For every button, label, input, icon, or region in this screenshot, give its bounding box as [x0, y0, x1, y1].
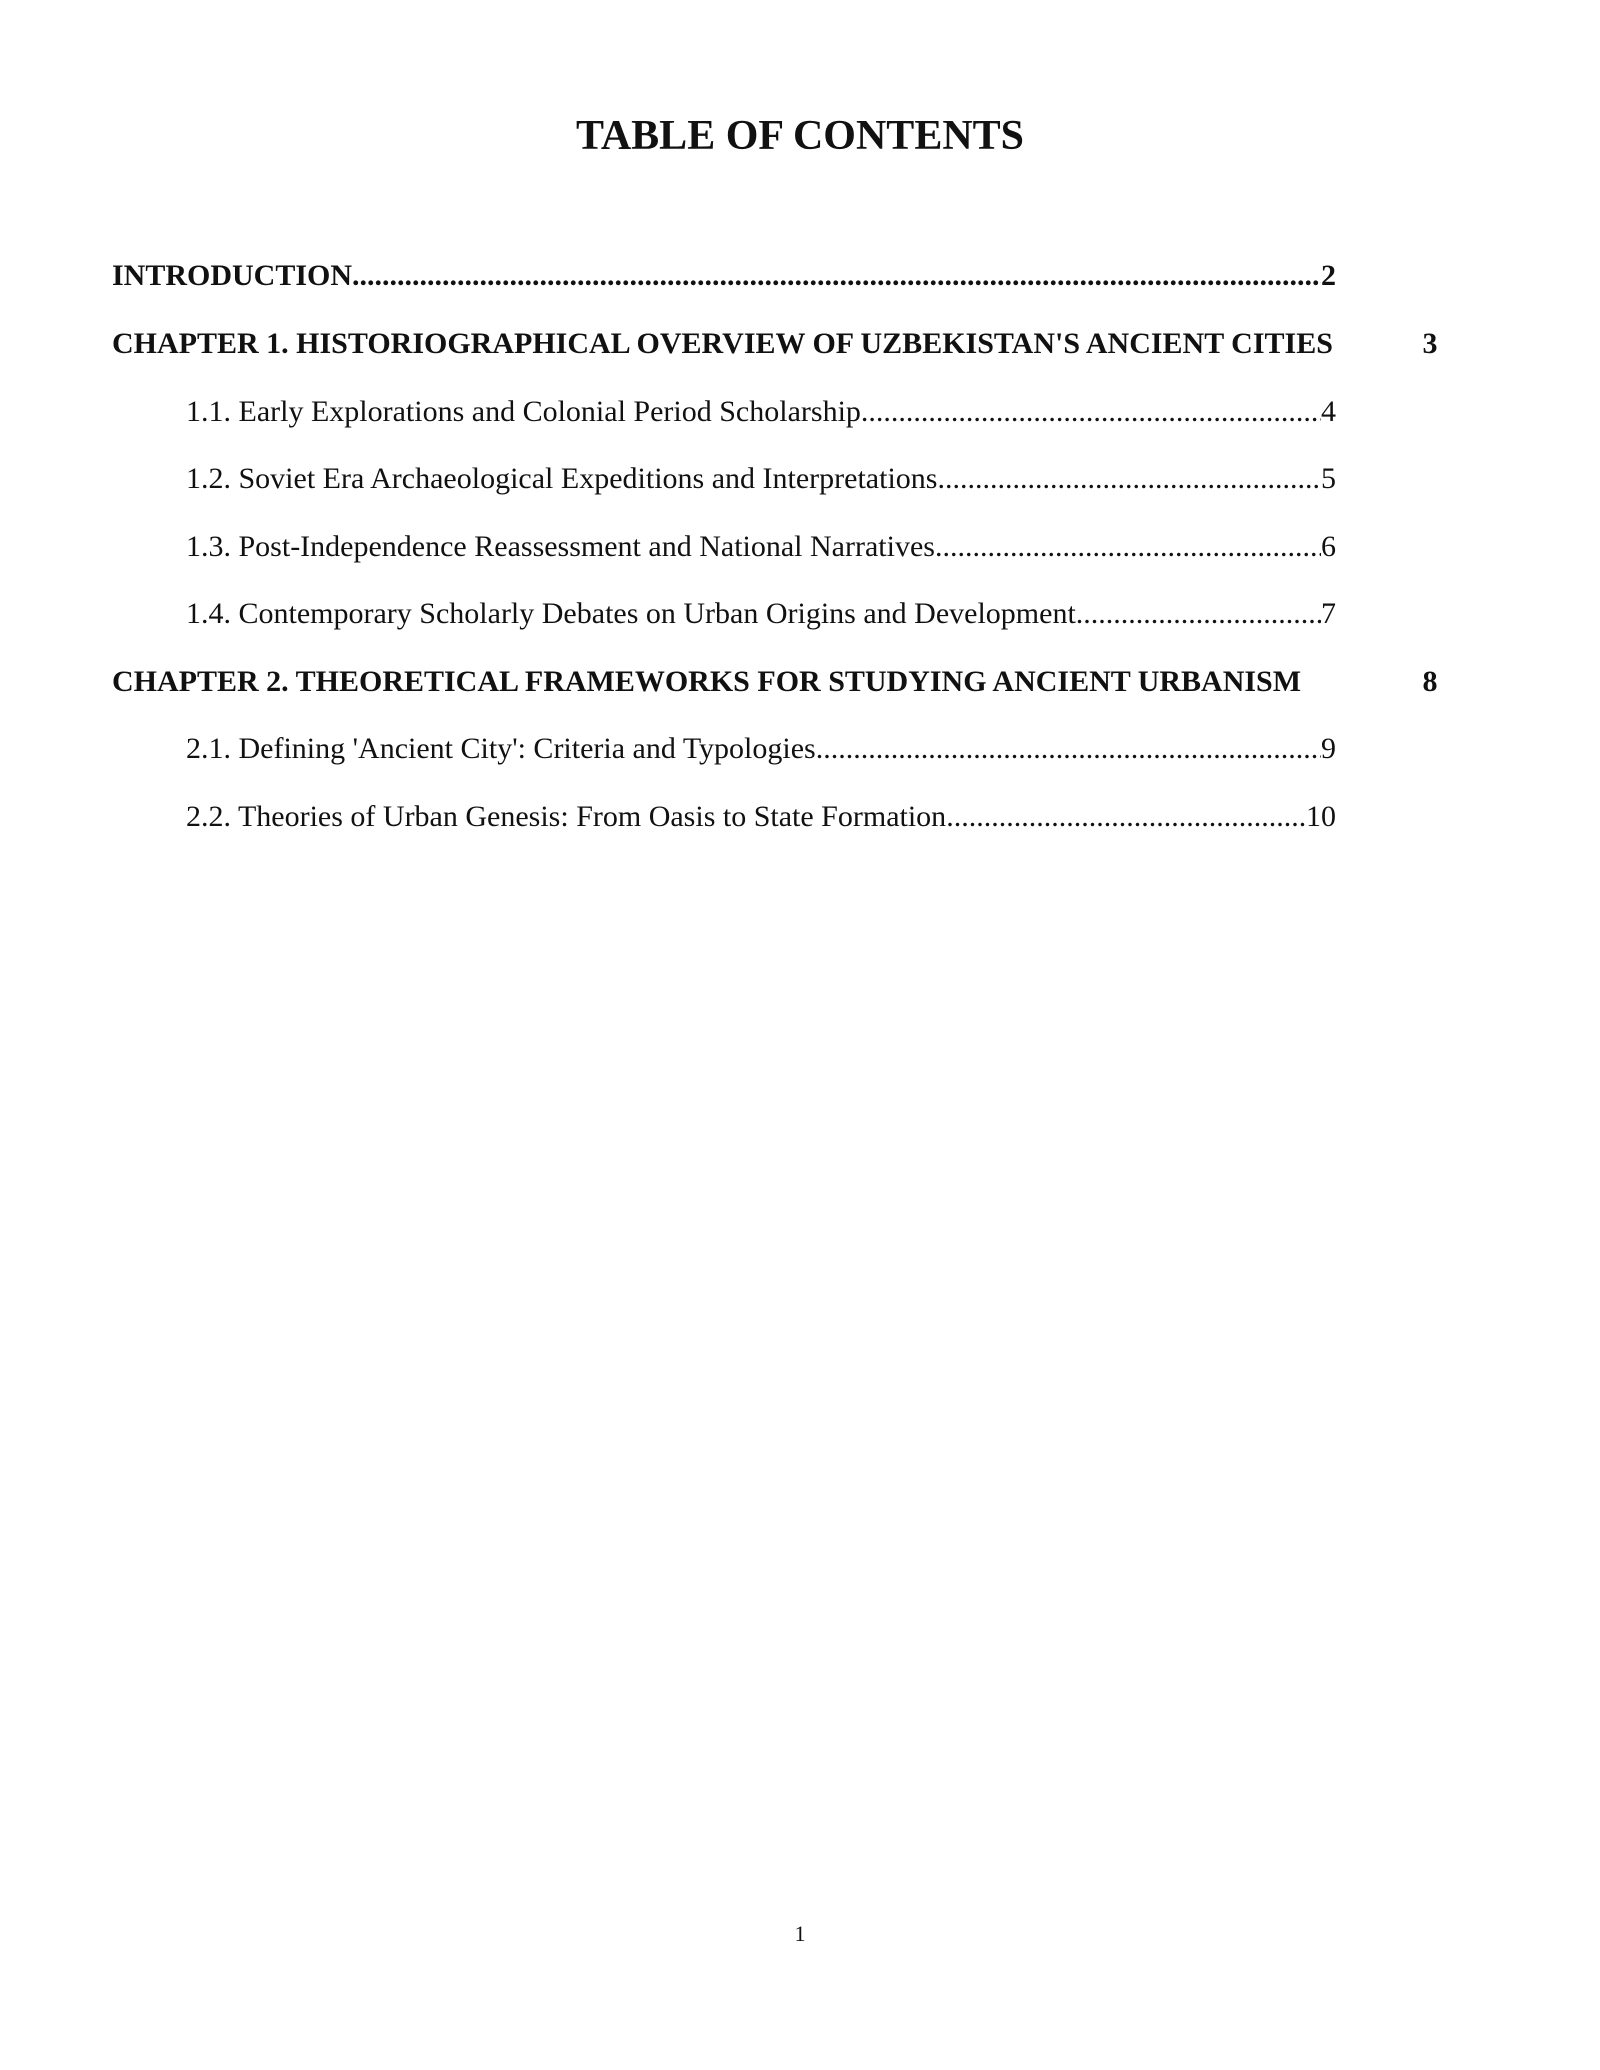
toc-entry-chapter-2[interactable] — [112, 662, 1448, 702]
toc-leader-dots — [937, 459, 1321, 499]
toc-leader-dots — [816, 729, 1321, 769]
toc-entry-page: 3 — [1422, 327, 1438, 360]
toc-entry-introduction[interactable] — [112, 256, 1336, 296]
toc-entry-1-2[interactable] — [186, 459, 1336, 499]
toc-entry-2-1[interactable] — [186, 729, 1336, 769]
toc-entry-page: 9 — [1321, 732, 1336, 765]
toc-entry-chapter-1[interactable] — [112, 324, 1448, 364]
toc-entry-label: 2.2. Theories of Urban Genesis: From Oasis to State Formation — [186, 800, 947, 833]
toc-entry-label: CHAPTER 1. HISTORIOGRAPHICAL OVERVIEW OF UZBEKISTAN'S ANCIENT CITIES — [112, 327, 1333, 360]
toc-entry-label: 2.1. Defining 'Ancient City': Criteria and Typologies — [186, 732, 816, 765]
toc-leader-dots — [935, 527, 1321, 567]
toc-entry-page: 7 — [1321, 597, 1336, 630]
toc-entry-page: 10 — [1306, 800, 1336, 833]
toc-entry-label: 1.2. Soviet Era Archaeological Expeditions and Interpretations — [186, 462, 938, 495]
page-title: TABLE OF CONTENTS — [575, 113, 1025, 159]
toc-entry-2-2[interactable] — [186, 797, 1336, 837]
toc-entry-page: 8 — [1422, 665, 1438, 698]
toc-entry-1-1[interactable] — [186, 392, 1336, 432]
toc-entry-label: INTRODUCTION — [112, 259, 353, 292]
toc-entry-label: 1.1. Early Explorations and Colonial Period Scholarship — [186, 395, 861, 428]
toc-entry-page: 6 — [1321, 530, 1336, 563]
toc-leader-dots — [946, 797, 1306, 837]
toc-entry-label: 1.3. Post-Independence Reassessment and National Narratives — [186, 530, 935, 563]
toc-leader-dots — [352, 256, 1321, 296]
toc-entry-page: 2 — [1321, 259, 1336, 292]
toc-entry-label: CHAPTER 2. THEORETICAL FRAMEWORKS FOR STUDYING ANCIENT URBANISM — [112, 665, 1302, 698]
toc-entry-1-3[interactable] — [186, 527, 1336, 567]
toc-entry-label: 1.4. Contemporary Scholarly Debates on Urban Origins and Development — [186, 597, 1076, 630]
toc-leader-dots — [1076, 594, 1321, 634]
toc-entry-1-4[interactable] — [186, 594, 1336, 634]
page-number: 1 — [794, 1921, 806, 1946]
toc-entry-page: 5 — [1321, 462, 1336, 495]
toc-leader-dots — [861, 392, 1321, 432]
toc-entry-page: 4 — [1321, 395, 1336, 428]
